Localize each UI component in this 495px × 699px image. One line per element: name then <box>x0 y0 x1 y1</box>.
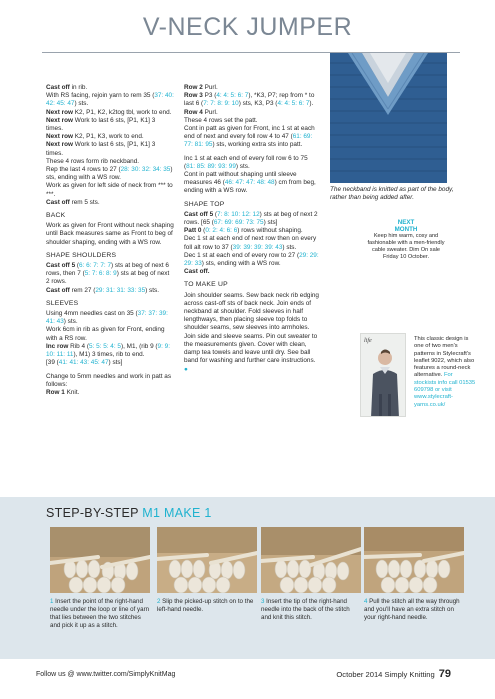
leaflet-note <box>414 336 476 409</box>
step-2-photo <box>157 527 257 593</box>
size-values: 46: 47: 47: 48: 48 <box>224 179 275 187</box>
step-number: 3 <box>261 598 265 605</box>
end-mark-icon: ● <box>184 365 188 373</box>
text: ) sts at beg of next 2 rows. <box>46 270 170 286</box>
step-title-abbrev: M1 <box>142 506 161 520</box>
text: ) sts, ending with a WS row. <box>46 166 173 182</box>
step-title-text: STEP-BY-STEP <box>46 506 143 520</box>
text: ) sts] <box>263 219 278 227</box>
step-by-step-title <box>46 506 212 520</box>
size-values: 0: 2: 4: 6: 6 <box>205 227 238 235</box>
bold-term: Row 1 <box>46 388 65 396</box>
text: Cont in patt without shaping until sleeve measures 46 ( <box>184 171 297 187</box>
text: [39 ( <box>46 359 59 367</box>
para-rows <box>184 84 320 150</box>
text: Cont in patt as given for Front, inc 1 st at each end of next and every foll row 4 to 47 ( <box>184 125 315 141</box>
size-values: 7: 8: 10: 12: 12 <box>217 210 260 218</box>
text: ) sts, working extra sts into patt. <box>212 141 303 149</box>
footer-issue-info <box>336 668 451 680</box>
text: ) cm from beg, ending with a WS row. <box>184 179 316 195</box>
step-4-text <box>364 598 464 622</box>
size-values: 67: 69: 69: 73: 75 <box>213 219 264 227</box>
text: Work 6cm in rib as given for Front, ending with a RS row. <box>46 326 165 342</box>
bold-term: Next row <box>46 133 73 141</box>
size-values: 9: 9: 10: 11: 11 <box>46 342 170 359</box>
neckband-photo-image <box>330 53 447 183</box>
text: ), M1) 3 times, rib to end. <box>73 351 145 359</box>
next-month-body: Keep him warm, cosy and fashionable with a men-friendly cable sweater. Dim On sale Friday 10 October. <box>367 233 445 260</box>
text: ( <box>201 227 206 235</box>
page-title: V-NECK JUMPER <box>142 13 353 41</box>
step-3-text <box>261 598 361 622</box>
step-title-make-1: MAKE 1 <box>160 506 212 520</box>
photo-caption: The neckband is knitted as part of the body, rather than being added after. <box>330 186 454 201</box>
text: ) sts at beg of next 6 rows, then 7 ( <box>46 262 169 278</box>
text: in rib. <box>69 84 88 91</box>
text: With RS facing, rejoin yarn to rem 35 ( <box>46 92 155 100</box>
size-values: 7: 7: 8: 9: 10 <box>203 100 239 108</box>
size-values: 41: 41: 43: 45: 47 <box>58 359 109 367</box>
section-heading-back: BACK <box>46 212 66 220</box>
text: ) sts at beg of next 2 rows. [65 ( <box>184 210 318 227</box>
text: Join shoulder seams. Sew back neck rib edging across cast-off sts of back neck. Join ends of neckband at shoulder. Fold sleeves in half lengthways, then placing sleeve top folds to shoulder seams, sew sleeves into armholes. Join side and sleeve seams. Pin out sweater to the measurements given. Cover with clean, damp tea towels and leave until dry. See ball band for washing and further care instructions. <box>184 291 319 365</box>
bold-term: Cast off <box>46 286 70 294</box>
leaflet-cover-image <box>360 333 406 417</box>
size-values: 4: 4: 5: 6: 7 <box>216 92 249 100</box>
leaflet-cover-word: life <box>364 338 372 344</box>
text: Work to last 6 sts, [P1, K1] 3 times. <box>46 116 156 133</box>
step-description: Pull the stitch all the way through and you'll have an extra stitch on your right-hand needle. <box>364 598 460 621</box>
text: K2, P1, K3, work to end. <box>73 133 144 141</box>
section-heading-shoulders: SHAPE SHOULDERS <box>46 251 117 259</box>
step-number: 4 <box>364 598 368 605</box>
bold-term: Cast off <box>46 198 70 206</box>
step-description: Insert the tip of the right-hand needle into the back of the stitch and knit this stitch. <box>261 598 350 621</box>
bold-term: Row 3 <box>184 92 203 100</box>
text: Purl. <box>202 84 218 91</box>
bold-term: Cast off 5 <box>184 210 214 218</box>
text: Change to 5mm needles and work in patt as follows: <box>46 372 172 388</box>
section-heading-shape-top: SHAPE TOP <box>184 200 225 208</box>
next-month-box <box>364 219 448 261</box>
size-values: 81: 85: 89: 93: 99 <box>186 162 236 170</box>
para-shoulders <box>46 262 174 295</box>
bold-term: Next row <box>46 141 73 149</box>
size-values: 5: 5: 5: 4: 5 <box>88 342 121 350</box>
bold-term: Next row <box>46 108 73 116</box>
text: Work as given for left side of neck from *** to ***. <box>46 182 173 198</box>
text: Rep the last 4 rows to 27 ( <box>46 166 121 174</box>
leaflet-stockist-info: For stockists info call 01535 609798 or visit www.stylecraft-yarns.co.uk/ <box>414 372 476 408</box>
neckband-photo <box>330 53 447 183</box>
text: ) sts, ending with a WS row. <box>201 260 281 268</box>
step-1-drawing <box>50 527 150 593</box>
size-values: 29: 31: 31: 33: 35 <box>95 286 146 294</box>
text: rem 5 sts. <box>69 198 100 206</box>
size-values: 28: 30: 32: 34: 35 <box>120 166 171 174</box>
size-values: 5: 7: 6: 8: 9 <box>84 270 117 278</box>
text: ) sts] <box>108 359 123 367</box>
step-number: 1 <box>50 598 54 605</box>
bold-term: Cast off 5 <box>46 262 76 270</box>
text: Inc 1 st at each end of every foll row 6 to 75 ( <box>184 154 308 170</box>
next-month-heading-1: NEXT <box>397 219 415 226</box>
text: Dec 1 st at each end of next row then on every foll alt row to 37 ( <box>184 235 317 251</box>
bold-term: Cast off <box>46 84 70 91</box>
para-make-up <box>184 292 320 374</box>
text: ) sts. <box>235 162 250 170</box>
step-2-text <box>157 598 257 614</box>
text: Purl. <box>202 108 218 116</box>
step-2-drawing <box>157 527 257 593</box>
text: Dec 1 st at each end of every row to 27 ( <box>184 251 300 259</box>
text: Rib 4 ( <box>68 342 89 350</box>
step-1-text <box>50 598 150 630</box>
text: These 4 rows set the patt. <box>184 116 258 124</box>
step-4-photo <box>364 527 464 593</box>
para-cast-off <box>46 84 174 207</box>
step-4-drawing <box>364 527 464 593</box>
step-description: Insert the point of the right-hand needle under the loop or line of yarn that lies between the two stitches and pick it up as a stitch. <box>50 598 150 629</box>
leaflet-note-text: This classic design is one of two men's patterns in Stylecraft's leaflet 9022, which also features a round-neck alternative. <box>414 336 475 379</box>
text: Work to last 6 sts, [P1, K1] 3 times. <box>46 141 156 157</box>
size-values: 29: 29: 29: 33 <box>184 251 319 268</box>
text: ( <box>213 210 218 218</box>
pattern-column-1 <box>46 84 174 402</box>
bold-term: Row 4 <box>184 108 203 116</box>
para-change-needles <box>46 373 174 398</box>
bold-term: Inc row <box>46 342 69 350</box>
step-3-drawing <box>261 527 361 593</box>
text: ), *K3, P7; rep from * to last 6 ( <box>184 92 315 108</box>
text: ) sts. <box>74 100 89 108</box>
step-3-photo <box>261 527 361 593</box>
bold-term: Patt 0 <box>184 227 202 235</box>
bold-term: Row 2 <box>184 84 203 91</box>
text: Knit. <box>64 388 80 396</box>
text: ) rows without shaping. <box>237 227 303 235</box>
section-heading-sleeves: SLEEVES <box>46 299 79 307</box>
page-number: 79 <box>438 668 451 680</box>
text: P3 ( <box>202 92 217 100</box>
para-shape-top <box>184 211 320 277</box>
step-1-photo <box>50 527 150 593</box>
size-values: 37: 40: 42: 45: 47 <box>46 92 174 108</box>
text: ) sts. <box>282 243 297 251</box>
step-description: Slip the picked-up stitch on to the left-hand needle. <box>157 598 254 613</box>
size-values: 39: 39: 39: 39: 43 <box>232 243 283 251</box>
para-increase <box>184 155 320 196</box>
size-values: 6: 6: 7: 7: 7 <box>79 262 112 270</box>
next-month-heading-2: MONTH <box>394 226 418 234</box>
text: ( <box>75 262 80 270</box>
size-values: 4: 4: 5: 6: 7 <box>277 100 310 108</box>
text: ). <box>309 100 314 108</box>
para-back: Work as given for Front without neck shaping until Back measures same as Front to beg of shoulder shaping, ending with a WS row. <box>46 222 174 246</box>
bold-term: Cast off. <box>184 268 210 276</box>
pattern-column-2 <box>184 84 320 379</box>
text: ), M1, (rib 9 ( <box>120 342 158 350</box>
text: ) sts. <box>63 318 78 326</box>
section-heading-make-up: TO MAKE UP <box>184 281 228 289</box>
text: rem 27 ( <box>69 286 96 294</box>
leaflet-cover-drawing <box>361 334 406 417</box>
text: K2, P1, K2, k2tog tbl, work to end. <box>73 108 172 116</box>
text: These 4 rows form rib neckband. <box>46 157 140 165</box>
bold-term: Next row <box>46 116 73 124</box>
size-values: 37: 37: 39: 41: 43 <box>46 310 168 326</box>
para-sleeves <box>46 310 174 367</box>
text: ) sts, K3, P3 ( <box>238 100 278 108</box>
text: Using 4mm needles cast on 35 ( <box>46 310 138 318</box>
footer-social-link[interactable]: Follow us @ www.twitter.com/SimplyKnitMag <box>36 671 176 678</box>
text: ) sts. <box>145 286 159 294</box>
size-values: 61: 69: 77: 81: 95 <box>184 133 313 149</box>
step-number: 2 <box>157 598 161 605</box>
footer-issue-text: October 2014 Simply Knitting <box>336 670 435 679</box>
